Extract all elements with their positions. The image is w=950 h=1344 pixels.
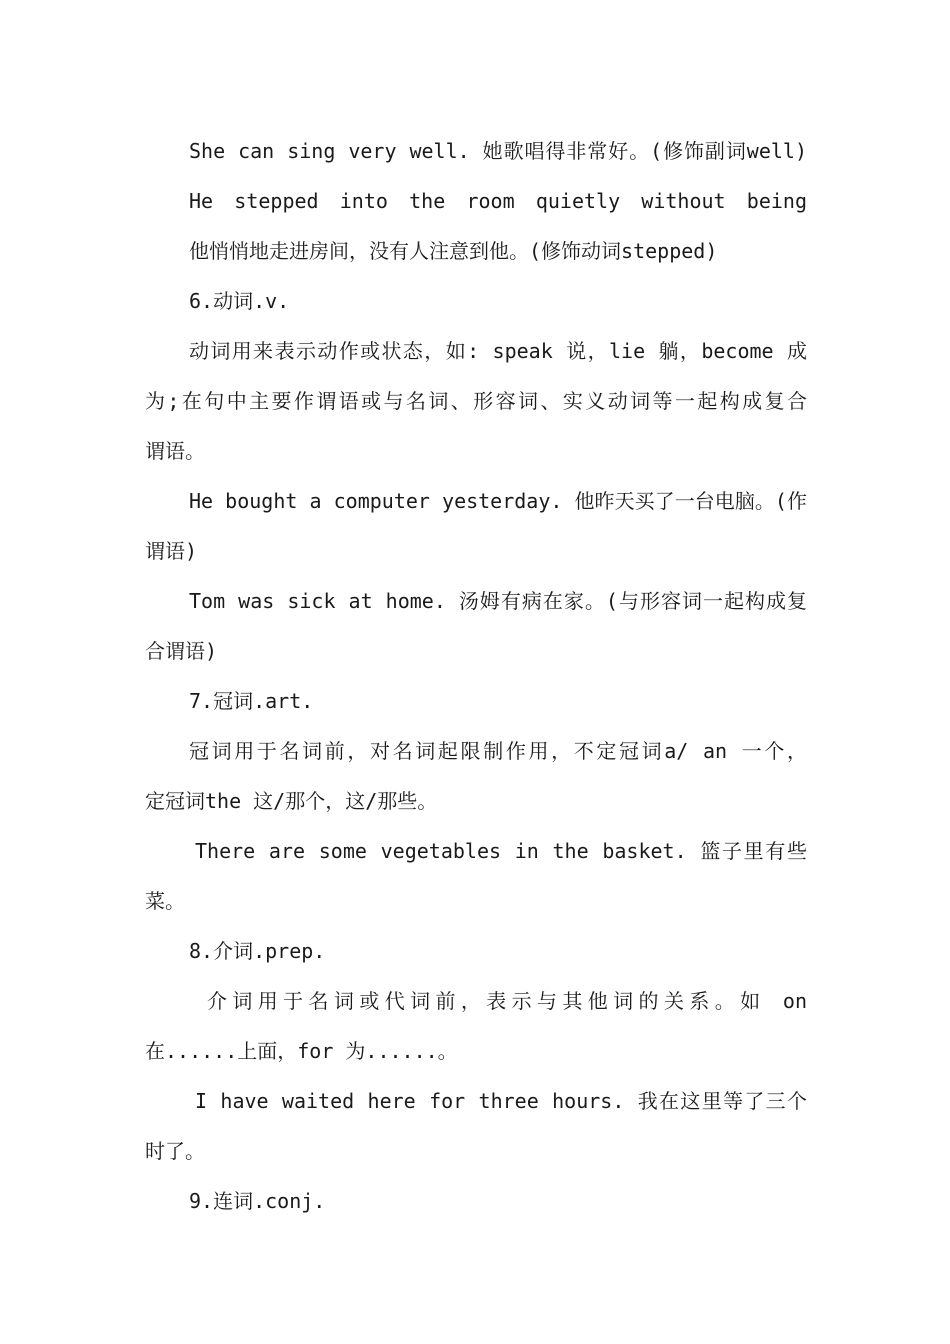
paragraph-line: 定冠词the 这/那个，这/那些。 [145,789,438,813]
example-sentence: She can sing very well. 她歌唱得非常好。(修饰副词well) [189,139,807,163]
section-heading-verb: 6.动词.v. [189,289,290,313]
example-sentence: 时了。 [145,1139,205,1163]
paragraph-line: 谓语。 [145,439,205,463]
section-heading-article: 7.冠词.art. [189,689,314,713]
example-sentence: He stepped into the room quietly without being [189,189,807,213]
paragraph-line: 动词用来表示动作或状态，如: speak 说，lie 躺，become 成 [189,339,807,363]
example-sentence: 合谓语) [145,639,218,663]
example-translation: 他悄悄地走进房间，没有人注意到他。(修饰动词stepped) [189,239,718,263]
section-heading-conjunction: 9.连词.conj. [189,1189,326,1213]
example-sentence: There are some vegetables in the basket. 篮子里有些 [195,839,807,863]
paragraph-line: 在......上面，for 为......。 [145,1039,458,1063]
paragraph-line: 冠词用于名词前，对名词起限制作用，不定冠词a/ an 一个， [189,739,807,763]
example-sentence: 谓语) [145,539,198,563]
document-body [145,126,807,1226]
example-sentence: Tom was sick at home. 汤姆有病在家。(与形容词一起构成复 [189,589,807,613]
example-sentence: He bought a computer yesterday. 他昨天买了一台电脑。(作 [189,489,807,513]
paragraph-line: 为;在句中主要作谓语或与名词、形容词、实义动词等一起构成复合 [145,389,807,413]
section-heading-preposition: 8.介词.prep. [189,939,326,963]
example-sentence: 菜。 [145,889,185,913]
paragraph-line: 介词用于名词或代词前，表示与其他词的关系。如 on [207,989,807,1013]
example-sentence: I have waited here for three hours. 我在这里等了三个 [195,1089,807,1113]
